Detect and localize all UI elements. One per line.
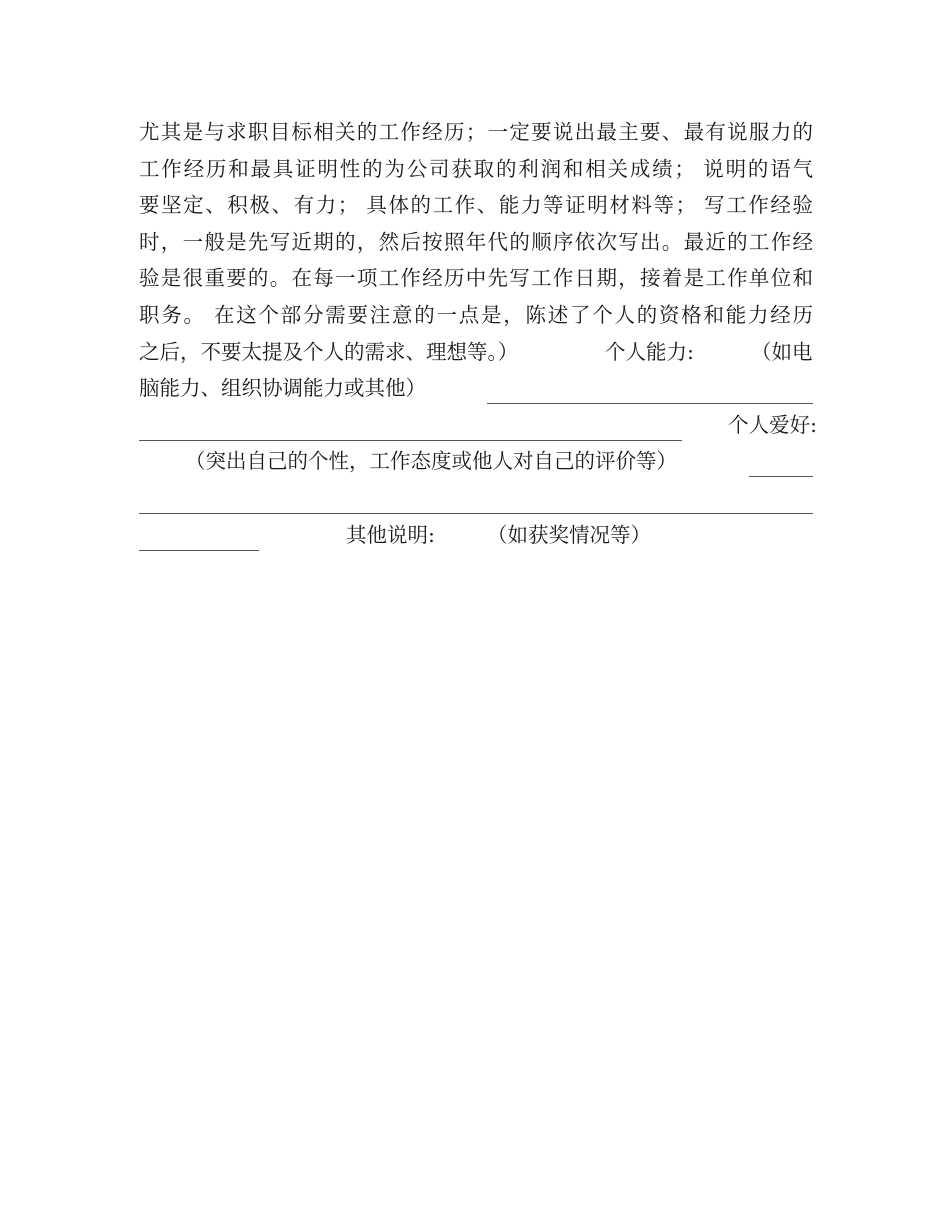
hobby-label: 个人爱好: bbox=[728, 412, 817, 437]
paragraph-text: 之后，不要太提及个人的需求、理想等。） bbox=[139, 339, 519, 364]
paragraph-text: 验是很重要的。在每一项工作经历中先写工作日期，接着是工作单位和 bbox=[139, 266, 813, 291]
other-hint: （如获奖情况等） bbox=[487, 522, 651, 547]
hobby-hint-row bbox=[139, 443, 813, 480]
paragraph-line-1 bbox=[139, 114, 813, 151]
ability-row bbox=[139, 370, 813, 407]
paragraph-text: 工作经历和最具证明性的为公司获取的利润和相关成绩； 说明的语气 bbox=[139, 156, 813, 181]
hobby-row bbox=[139, 407, 817, 444]
other-label: 其他说明: bbox=[346, 522, 435, 547]
paragraph-text: 要坚定、积极、有力； 具体的工作、能力等证明材料等； 写工作经验 bbox=[139, 193, 813, 218]
paragraph-line-6 bbox=[139, 297, 813, 334]
paragraph-line-5 bbox=[139, 260, 813, 297]
paragraph-line-3 bbox=[139, 187, 813, 224]
paragraph-text: 时，一般是先写近期的，然后按照年代的顺序依次写出。最近的工作经 bbox=[139, 229, 813, 254]
ability-blank-line bbox=[487, 403, 813, 404]
other-row bbox=[139, 517, 813, 554]
ability-hint: （如电 bbox=[751, 339, 813, 364]
hobby-blank-line bbox=[749, 476, 813, 477]
paragraph-line-7 bbox=[139, 334, 813, 371]
hobby-hint: （突出自己的个性，工作态度或他人对自己的评价等） bbox=[185, 449, 677, 474]
ability-blank-line-cont bbox=[139, 440, 682, 441]
hobby-blank-line-full bbox=[139, 513, 813, 514]
ability-hint-cont: 脑能力、组织协调能力或其他） bbox=[139, 376, 426, 401]
ability-label: 个人能力: bbox=[605, 339, 694, 364]
hobby-blank-line-end bbox=[139, 550, 259, 551]
paragraph-text: 职务。 在这个部分需要注意的一点是，陈述了个人的资格和能力经历 bbox=[139, 302, 813, 327]
paragraph-text: 尤其是与求职目标相关的工作经历；一定要说出最主要、最有说服力的 bbox=[139, 120, 813, 144]
hobby-blank-row bbox=[139, 480, 813, 517]
paragraph-line-4 bbox=[139, 224, 813, 261]
document-body bbox=[139, 114, 817, 553]
paragraph-line-2 bbox=[139, 151, 813, 188]
